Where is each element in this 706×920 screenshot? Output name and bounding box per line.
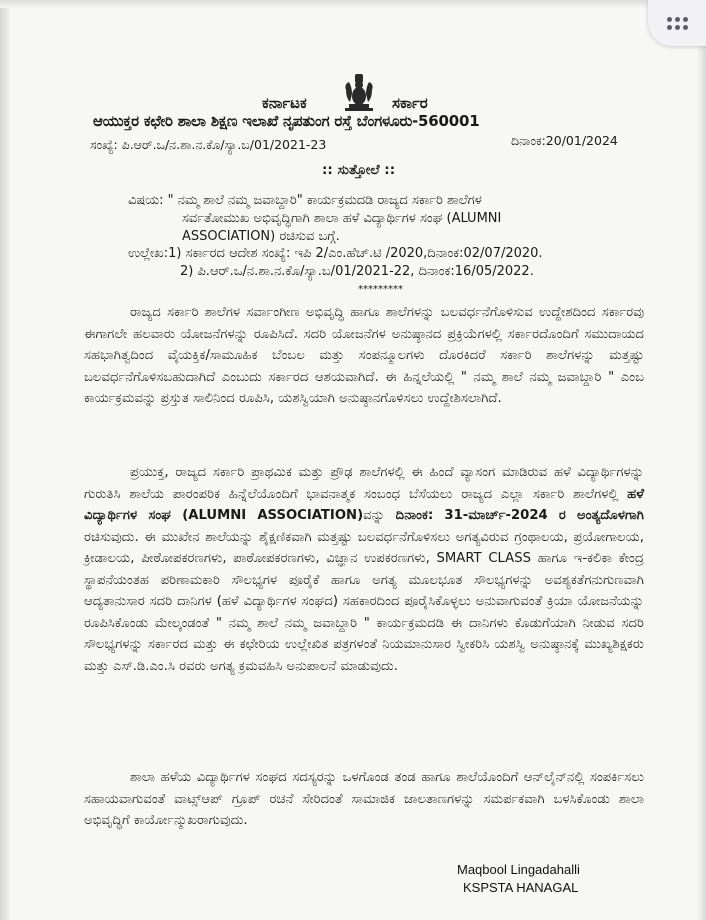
office-address: ಆಯುಕ್ತರ ಕಛೇರಿ ಶಾಲಾ ಶಿಕ್ಷಣ ಇಲಾಖೆ ನೃಪತುಂಗ ರಸ್ತೆ ಬೆಂಗಳೂರು-560001 bbox=[93, 112, 480, 130]
signature-name: Maqbool Lingadahalli bbox=[457, 862, 580, 877]
paragraph-1-text: ರಾಜ್ಯದ ಸರ್ಕಾರಿ ಶಾಲೆಗಳ ಸರ್ವಾಂಗೀಣ ಅಭಿವೃದ್ಧಿ ಹಾಗೂ ಶಾಲೆಗಳನ್ನು ಬಲವರ್ಧನೆಗೊಳಿಸುವ ಉದ್ದೇಶದಿಂದ ಸರ್ಕಾರವು ಈಗಾಗಲೇ ಹಲವಾರು ಯೋಜನೆಗಳನ್ನು ರೂಪಿಸಿದೆ. ಸದರಿ ಯೋಜನೆಗಳ ಅನುಷ್ಠಾನದ ಪ್ರಕ್ರಿಯೆಗಳಲ್ಲಿ ಸರ್ಕಾರದೊಂದಿಗೆ ಸಮುದಾಯದ ಸಹಭಾಗಿತ್ವದಿಂದ ವೈಯಕ್ತಿಕ/ಸಾಮೂಹಿಕ ಬೆಂಬಲ ಮತ್ತು ಸಂಪನ್ಮೂಲಗಳು ದೊರಕಿದರೆ ಸರ್ಕಾರಿ ಶಾಲೆಗಳನ್ನು ಮತ್ತಷ್ಟು ಬಲವರ್ಧನೆಗೊಳಿಸಬಹುದಾಗಿದೆ ಎಂಬುದು ಸರ್ಕಾರದ ಆಶಯವಾಗಿದೆ. ಈ ಹಿನ್ನಲೆಯಲ್ಲಿ " ನಮ್ಮ ಶಾಲೆ ನಮ್ಮ ಜವಾಬ್ದಾರಿ " ಎಂಬ ಕಾರ್ಯಕ್ರಮವನ್ನು ಪ್ರಸ್ತುತ ಸಾಲಿನಿಂದ ರೂಪಿಸಿ, ಯಶಸ್ವಿಯಾಗಿ ಅನುಷ್ಠಾನಗೊಳಿಸಲು ಉದ್ದೇಶಿಸಲಾಗಿದೆ. bbox=[84, 305, 644, 406]
paragraph-2 bbox=[84, 462, 644, 677]
letter-date: ದಿನಾಂಕ:20/01/2024 bbox=[511, 133, 618, 148]
reference-line-1: ಉಲ್ಲೇಖ:1) ಸರ್ಕಾರದ ಆದೇಶ ಸಂಖ್ಯೆ: ಇಪಿ 2/ಎಂ.ಹೆಚ್.ಟಿ /2020,ದಿನಾಂಕ:02/07/2020. bbox=[128, 246, 543, 261]
page-right-edge bbox=[698, 0, 706, 920]
paragraph-3 bbox=[84, 767, 644, 832]
paragraph-2-connector: ವನ್ನು bbox=[363, 508, 396, 523]
deadline-bold: ದಿನಾಂಕ: 31-ಮಾರ್ಚ್-2024 ರ ಅಂತ್ಯದೊಳಗಾಗಿ bbox=[395, 508, 644, 523]
paragraph-2-body: ರಚಿಸುವುದು. ಈ ಮುಖೇನ ಶಾಲೆಯನ್ನು ಶೈಕ್ಷಣಿಕವಾಗಿ ಮತ್ತಷ್ಟು ಬಲವರ್ಧನೆಗೊಳಿಸಲು ಅಗತ್ಯವಿರುವ ಗ್ರಂಥಾಲಯ, ಪ್ರಯೋಗಾಲಯ, ಕ್ರೀಡಾಲಯ, ಪೀಠೋಪಕರಣಗಳು, ಪಾಠೋಪಕರಣಗಳು, ವಿಜ್ಞಾನ ಉಪಕರಣಗಳು, SMART CLASS ಹಾಗೂ ಇ-ಕಲಿಕಾ ಕೇಂದ್ರ ಸ್ಥಾಪನೆಯಂತಹ ಪರಿಣಾಮಕಾರಿ ಸೌಲಭ್ಯಗಳ ಪೂರೈಕೆ ಹಾಗೂ ಅಗತ್ಯ ಮೂಲಭೂತ ಸೌಲಭ್ಯಗಳನ್ನು ಅವಶ್ಯಕತೆಗನುಗುಣವಾಗಿ ಆದ್ಯತಾನುಸಾರ ಸದರಿ ದಾನಿಗಳ (ಹಳೆ ವಿದ್ಯಾರ್ಥಿಗಳ ಸಂಘದ) ಸಹಕಾರದಿಂದ ಪೂರೈಸಿಕೊಳ್ಳಲು ಅನುವಾಗುವಂತೆ ಕ್ರಿಯಾ ಯೋಜನೆಯನ್ನು ರೂಪಿಸಿಕೊಂಡು ಮೇಲ್ಕಂಡಂತೆ " ನಮ್ಮ ಶಾಲೆ ನಮ್ಮ ಜವಾಬ್ದಾರಿ " ಕಾರ್ಯಕ್ರಮದಡಿ ಈ ದಾನಿಗಳು ಕೊಡುಗೆಯಾಗಿ ನೀಡುವ ಸದರಿ ಸೌಲಭ್ಯಗಳನ್ನು ಸರ್ಕಾರದ ಮತ್ತು ಈ ಕಛೇರಿಯ ಉಲ್ಲೇಖಿತ ಪತ್ರಗಳಂತೆ ನಿಯಮಾನುಸಾರ ಸ್ವೀಕರಿಸಿ ಯಶಸ್ವಿ ಅನುಷ್ಠಾನಕ್ಕೆ ಮುಖ್ಯಶಿಕ್ಷಕರು ಮತ್ತು ಎಸ್.ಡಿ.ಎಂ.ಸಿ ರವರು ಅಗತ್ಯ ಕ್ರಮವಹಿಸಿ ಅನುಪಾಲನೆ ಮಾಡುವುದು. bbox=[84, 529, 644, 674]
separator-stars: ********* bbox=[358, 284, 403, 295]
state-emblem-icon bbox=[340, 72, 378, 112]
paragraph-2-intro: ಪ್ರಯುಕ್ತ, ರಾಜ್ಯದ ಸರ್ಕಾರಿ ಪ್ರಾಥಮಿಕ ಮತ್ತು ಪ್ರೌಢ ಶಾಲೆಗಳಲ್ಲಿ ಈ ಹಿಂದೆ ವ್ಯಾಸಂಗ ಮಾಡಿರುವ ಹಳೆ ವಿದ್ಯಾರ್ಥಿಗಳನ್ನು ಗುರುತಿಸಿ ಶಾಲೆಯ ಪಾರಂಪರಿಕ ಹಿನ್ನೆಲೆಯೊಂದಿಗೆ ಭಾವನಾತ್ಮಕ ಸಂಬಂಧ ಬೆಸೆಯಲು ರಾಜ್ಯದ ಎಲ್ಲಾ ಸರ್ಕಾರಿ ಶಾಲೆಗಳಲ್ಲಿ bbox=[84, 465, 644, 502]
more-dots-icon bbox=[667, 17, 688, 30]
circular-title: :: ಸುತ್ತೋಲೆ :: bbox=[322, 162, 396, 178]
subject-line-2: ಸರ್ವತೋಮುಖ ಅಭಿವೃದ್ಧಿಗಾಗಿ ಶಾಲಾ ಹಳೆ ವಿದ್ಯಾರ್ಥಿಗಳ ಸಂಘ (ALUMNI bbox=[182, 211, 502, 226]
header-karnataka: ಕರ್ನಾಟಕ bbox=[262, 94, 307, 112]
more-options-button[interactable] bbox=[648, 0, 706, 46]
page-top-shadow bbox=[0, 0, 706, 8]
header-sarkara: ಸರ್ಕಾರ bbox=[392, 94, 428, 112]
paragraph-3-text: ಶಾಲಾ ಹಳೆಯ ವಿದ್ಯಾರ್ಥಿಗಳ ಸಂಘದ ಸದಸ್ಯರನ್ನು ಒಳಗೊಂಡ ತಂಡ ಹಾಗೂ ಶಾಲೆಯೊಂದಿಗೆ ಆನ್‌ಲೈನ್‌ನಲ್ಲಿ ಸಂಪರ್ಕಿಸಲು ಸಹಾಯವಾಗುವಂತೆ ವಾಟ್ಸ್‌ಆಪ್ ಗ್ರೂಪ್ ರಚನೆ ಸೇರಿದಂತೆ ಸಾಮಾಜಿಕ ಜಾಲತಾಣಗಳನ್ನು ಸಮರ್ಪಕವಾಗಿ ಬಳಸಿಕೊಂಡು ಶಾಲಾ ಅಭಿವೃದ್ಧಿಗೆ ಕಾರ್ಯೋನ್ಮುಖರಾಗುವುದು. bbox=[84, 770, 644, 828]
page-left-edge bbox=[0, 0, 10, 920]
alumni-association-bold: ಹಳೆ ವಿದ್ಯಾರ್ಥಿಗಳ ಸಂಘ (ALUMNI ASSOCIATION) bbox=[84, 486, 644, 523]
signature-org: KSPSTA HANAGAL bbox=[463, 880, 579, 895]
reference-line-2: 2) ಪಿ.ಆರ್.ಒ/ನ.ಶಾ.ನ.ಕೊ/ಸ್ಯಾ.ಬ/01/2021-22, ದಿನಾಂಕ:16/05/2022. bbox=[180, 264, 534, 279]
subject-line-3: ASSOCIATION) ರಚಿಸುವ ಬಗ್ಗೆ. bbox=[182, 229, 340, 244]
paragraph-1 bbox=[84, 302, 644, 410]
reference-number: ಸಂಖ್ಯೆ: ಪಿ.ಆರ್.ಒ/ನ.ಶಾ.ನ.ಕೊ/ಸ್ಯಾ.ಬ/01/2021-23 bbox=[90, 137, 327, 152]
subject-line-1: ವಿಷಯ: " ನಮ್ಮ ಶಾಲೆ ನಮ್ಮ ಜವಾಬ್ದಾರಿ" ಕಾರ್ಯಕ್ರಮದಡಿ ರಾಜ್ಯದ ಸರ್ಕಾರಿ ಶಾಲೆಗಳ bbox=[128, 193, 482, 208]
